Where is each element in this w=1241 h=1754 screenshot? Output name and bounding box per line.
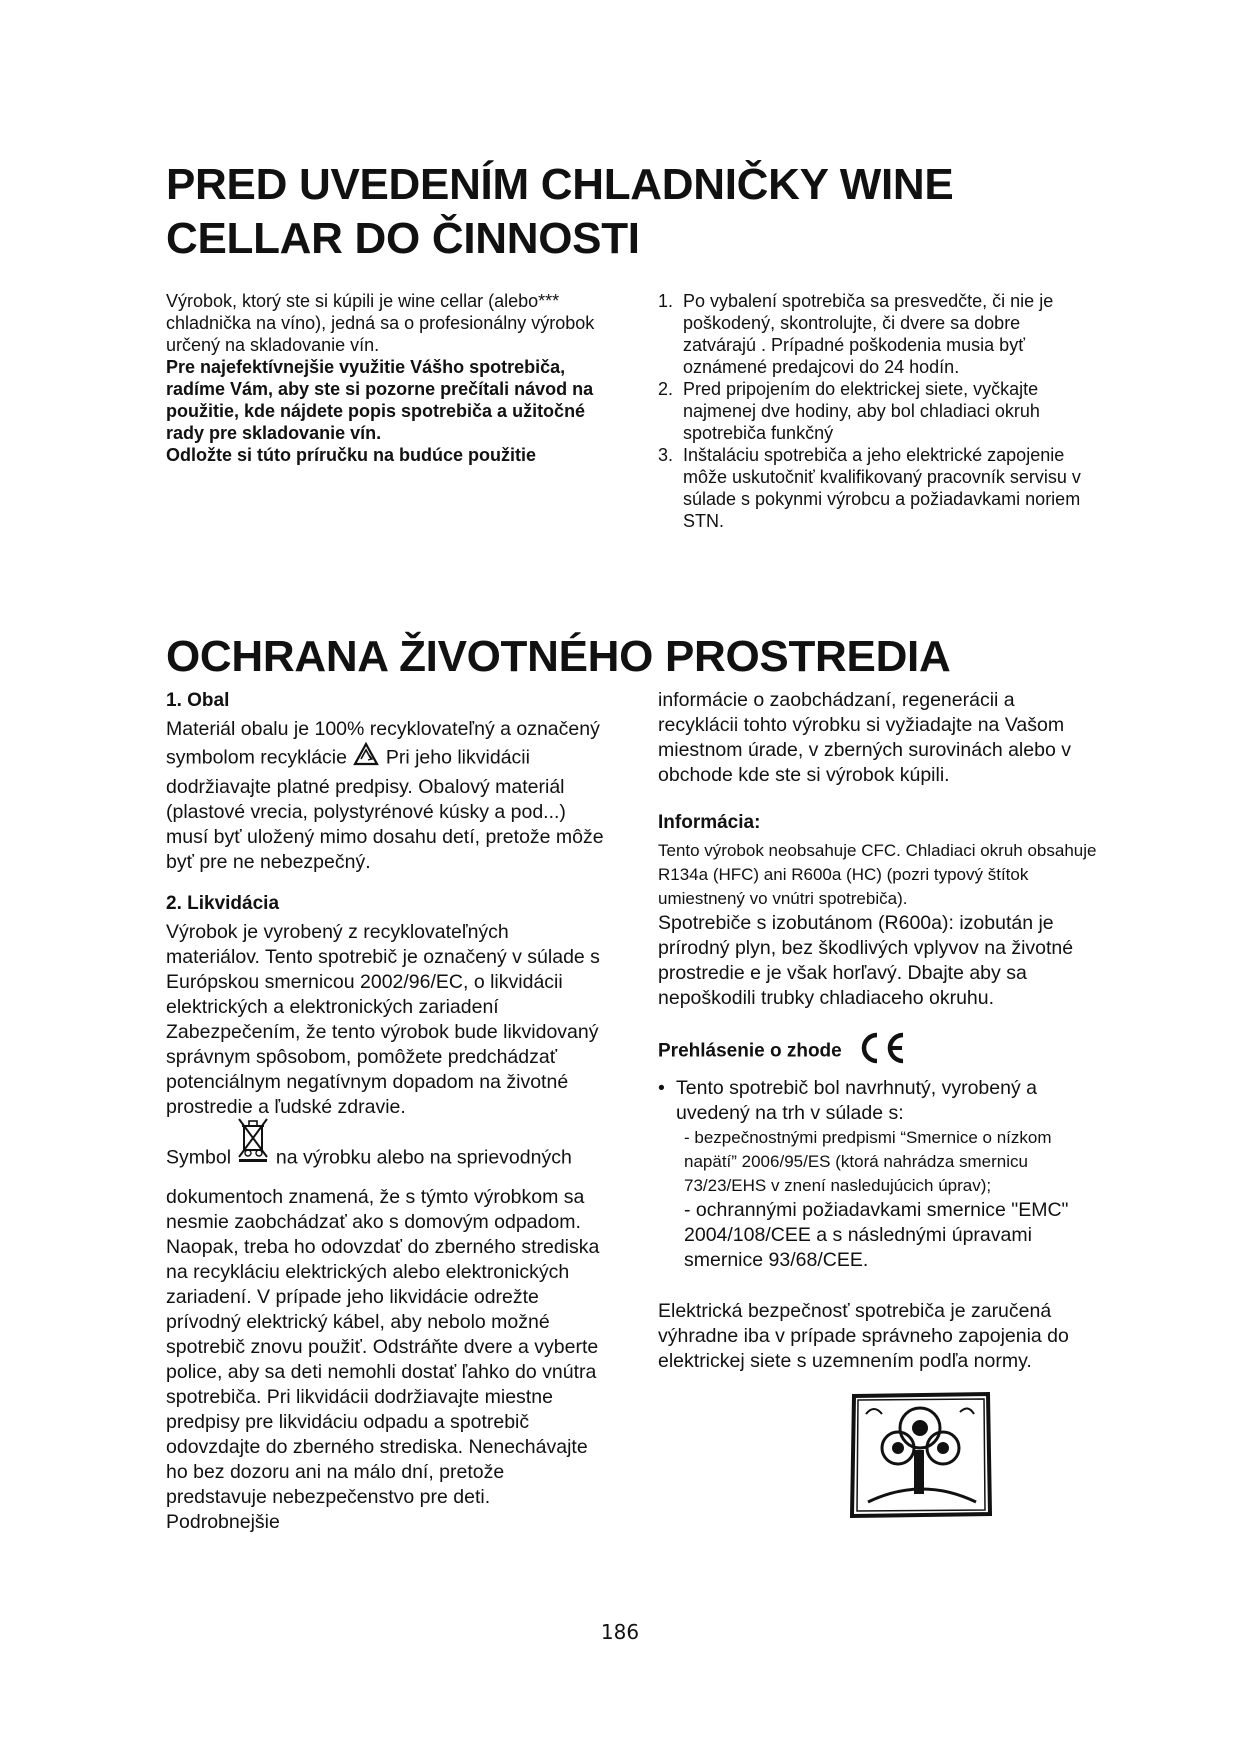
intro-bold-text: Pre najefektívnejšie využitie Vášho spotrebiča, radíme Vám, aby ste si pozorne prečítali návod na použitie, kde nájdete popis spotrebiča a užitočné rady pre skladovanie vín. <box>166 357 594 443</box>
step-number: 2. <box>658 379 674 399</box>
recycle-icon <box>352 742 380 775</box>
section-title-environment: OCHRANA ŽIVOTNÉHO PROSTREDIA <box>166 632 951 681</box>
symbol-text <box>166 1132 606 1535</box>
conformity-heading-label: Prehlásenie o zhode <box>658 1040 842 1062</box>
disposal-heading: 2. Likvidácia <box>166 893 280 914</box>
conformity-item-lvd: - bezpečnostnými predpismi “Smernice o nízkom napätí” 2006/95/ES (ktorá nahrádza smernicu 73/23/EHS v znení nasledujúcich úprav); <box>684 1128 1052 1195</box>
conformity-items <box>658 1126 1098 1273</box>
ce-mark-icon <box>853 1031 909 1072</box>
intro-keep-manual-text: Odložte si túto príručku na budúce použitie <box>166 445 537 465</box>
symbol-text-b: na výrobku alebo na sprievodných dokumentoch znamená, že s týmto výrobkom sa nesmie zaobchádzať ako s domovým odpadom. Naopak, treba ho odovzdať do zberného strediska na recykláciu elektrických alebo elektronických zariadení. V prípade jeho likvidácie odrežte prívodný elektrický kábel, aby nebolo možné spotrebič znovu použiť. Odstráňte dvere a vyberte police, aby sa deti nemohli dostať ľahko do vnútra spotrebiča. Pri likvidácii dodržiavajte miestne predpisy pre likvidáciu odpadu a spotrebič odovzdajte do zberného strediska. Nenechávajte ho bez dozoru ani na málo dní, pretože predstavuje nebezpečenstvo pre deti. Podrobnejšie <box>166 1146 600 1533</box>
list-item <box>658 444 1098 532</box>
packaging-text <box>166 717 606 875</box>
crossed-bin-icon <box>236 1116 270 1169</box>
information-heading: Informácia: <box>658 812 761 833</box>
disposal-text: Výrobok je vyrobený z recyklovateľných materiálov. Tento spotrebič je označený v súlade s Európskou smernicou 2002/96/EC, o likvidácii elektrických a elektronických zariadení Zabezpečením, že tento výrobok bude likvidovaný správnym spôsobom, pomôžete predchádzať potenciálnym negatívnym dopadom na životné prostredie a ľudské zdravie. <box>166 921 600 1118</box>
intro-column <box>166 290 616 466</box>
intro-text: Výrobok, ktorý ste si kúpili je wine cellar (alebo*** chladnička na víno), jedná sa o profesionálny výrobok určený na skladovanie vín. <box>166 291 595 355</box>
symbol-text-a: Symbol <box>166 1146 232 1169</box>
conformity-item-emc: - ochrannými požiadavkami smernice "EMC" 2004/108/CEE a s následnými úpravami smernice 93/68/CEE. <box>684 1199 1069 1271</box>
section-title-before-use: PRED UVEDENÍM CHLADNIČKY WINE CELLAR DO ČINNOSTI <box>166 160 954 263</box>
packaging-text-a: Materiál obalu je 100% recyklovateľný a označený symbolom recyklácie <box>166 718 600 769</box>
list-item <box>658 290 1098 378</box>
continued-text: informácie o zaobchádzaní, regenerácii a recyklácii tohto výrobku si vyžiadajte na Vašom miestnom úrade, v zberných surovinách alebo v obchode kde ste si výrobok kúpili. <box>658 689 1071 786</box>
packaging-heading: 1. Obal <box>166 690 230 711</box>
information-small-text: Tento výrobok neobsahuje CFC. Chladiaci okruh obsahuje R134a (HFC) ani R600a (HC) (pozri typový štítok umiestnený vo vnútri spotrebiča). <box>658 841 1097 908</box>
step-number: 3. <box>658 445 674 465</box>
step-text: Inštaláciu spotrebiča a jeho elektrické zapojenie môže uskutočniť kvalifikovaný pracovník servisu v súlade s pokynmi výrobcu a požiadavkami noriem STN. <box>683 445 1081 531</box>
step-text: Po vybalení spotrebiča sa presvedčte, či nie je poškodený, skontrolujte, či dvere sa dobre zatvárajú . Prípadné poškodenia musia byť oznámené predajcovi do 24 hodín. <box>683 291 1054 377</box>
list-item <box>658 378 1098 444</box>
environment-left-column <box>166 688 606 1535</box>
conformity-bullet-text: Tento spotrebič bol navrhnutý, vyrobený a uvedený na trh v súlade s: <box>676 1077 1037 1124</box>
electrical-safety-text: Elektrická bezpečnosť spotrebiča je zaručená výhradne iba v prípade správneho zapojenia do elektrickej siete s uzemnením podľa normy. <box>658 1300 1069 1372</box>
information-text: Spotrebiče s izobutánom (R600a): izobután je prírodný plyn, bez škodlivých vplyvov na životné prostredie e je však horľavý. Dbajte aby sa nepoškodili trubky chladiaceho okruhu. <box>658 912 1074 1009</box>
tree-logo-icon <box>848 1390 1098 1527</box>
conformity-bullet: • Tento spotrebič bol navrhnutý, vyrobený a uvedený na trh v súlade s: <box>658 1077 1037 1124</box>
packaging-text-b: Pri jeho likvidácii dodržiavajte platné predpisy. Obalový materiál (plastové vrecia, polystyrénové kúsky a pod...) musí byť uložený mimo dosahu detí, pretože môže byť pre ne nebezpečný. <box>166 746 604 873</box>
environment-right-column <box>658 688 1098 1527</box>
steps-column <box>658 290 1098 532</box>
steps-list <box>658 290 1098 532</box>
page-number: 186 <box>600 1620 640 1644</box>
step-text: Pred pripojením do elektrickej siete, vyčkajte najmenej dve hodiny, aby bol chladiaci okruh spotrebiča funkčný <box>683 379 1040 443</box>
conformity-heading <box>658 1031 1098 1072</box>
step-number: 1. <box>658 291 674 311</box>
